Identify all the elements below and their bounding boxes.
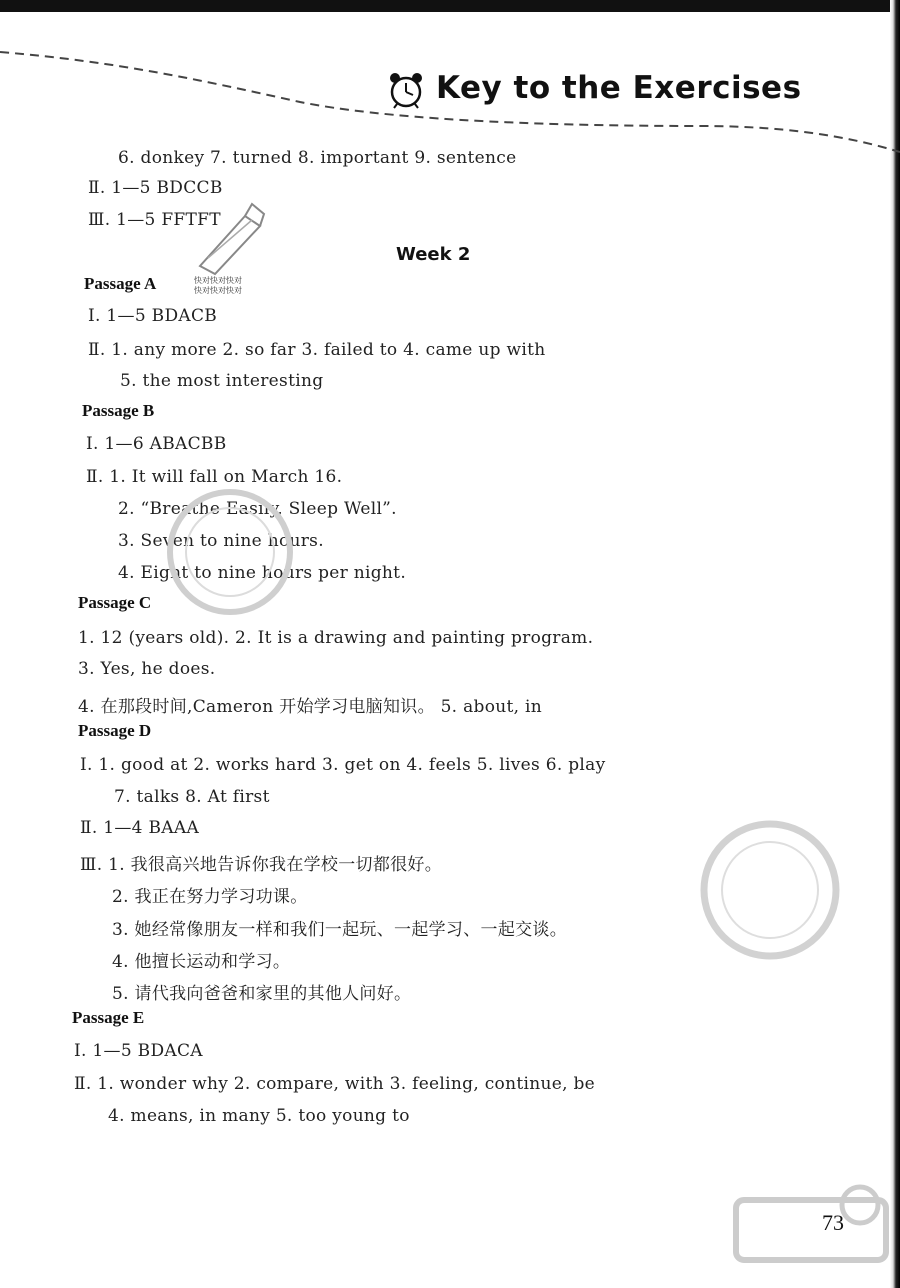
answer-line: 3. Yes, he does. — [78, 659, 216, 679]
week-heading: Week 2 — [396, 244, 471, 265]
answer-line: 4. Eight to nine hours per night. — [118, 563, 407, 583]
corner-watermark-icon — [730, 1180, 890, 1280]
answer-line: 2. 我正在努力学习功课。 — [112, 887, 308, 907]
passage-heading: Passage B — [82, 401, 155, 420]
watermark-stamp-icon — [690, 810, 850, 970]
pencil-stamp-icon — [190, 196, 270, 276]
answer-line: 5. the most interesting — [120, 371, 324, 391]
answer-line: Ⅲ. 1. 我很高兴地告诉你我在学校一切都很好。 — [80, 855, 443, 875]
page-header-title: Key to the Exercises — [436, 70, 802, 106]
page-number: 73 — [822, 1210, 844, 1235]
answer-line: Ⅱ. 1. It will fall on March 16. — [86, 467, 343, 487]
top-border — [0, 0, 900, 12]
answer-line: Ⅰ. 1—5 BDACA — [74, 1041, 203, 1061]
answer-line: Ⅱ. 1—4 BAAA — [80, 818, 200, 838]
passage-heading: Passage C — [78, 593, 152, 612]
answer-line: Ⅱ. 1. any more 2. so far 3. failed to 4. came up with — [88, 340, 546, 360]
answer-line: 1. 12 (years old). 2. It is a drawing and painting program. — [78, 628, 594, 648]
answer-line: 4. 在那段时间,Cameron 开始学习电脑知识。 5. about, in — [78, 697, 543, 717]
watermark-stamp-icon — [160, 482, 300, 622]
answer-line: 7. talks 8. At first — [114, 787, 270, 807]
small-stamp — [194, 276, 258, 296]
right-edge-shadow — [890, 0, 900, 1288]
stamp-text: 快对快对快对 — [194, 286, 242, 295]
answer-line: 3. 她经常像朋友一样和我们一起玩、一起学习、一起交谈。 — [112, 920, 568, 940]
answer-line: 3. Seven to nine hours. — [118, 531, 324, 551]
passage-heading: Passage A — [84, 274, 157, 293]
answer-line: 6. donkey 7. turned 8. important 9. sentence — [118, 148, 517, 168]
answer-line: Ⅱ. 1—5 BDCCB — [88, 178, 223, 198]
answer-line: 2. “Breathe Easily, Sleep Well”. — [118, 499, 397, 519]
alarm-clock-icon — [386, 70, 426, 110]
answer-line: 4. means, in many 5. too young to — [108, 1106, 410, 1126]
answer-line: Ⅰ. 1. good at 2. works hard 3. get on 4. feels 5. lives 6. play — [80, 755, 606, 775]
passage-heading: Passage E — [72, 1008, 145, 1027]
answer-line: Ⅲ. 1—5 FFTFT — [88, 210, 221, 230]
passage-heading: Passage D — [78, 721, 152, 740]
stamp-text: 快对快对快对 — [194, 276, 242, 285]
answer-line: 4. 他擅长运动和学习。 — [112, 952, 291, 972]
answer-line: Ⅱ. 1. wonder why 2. compare, with 3. feeling, continue, be — [74, 1074, 596, 1094]
answer-line: Ⅰ. 1—5 BDACB — [88, 306, 218, 326]
answer-line: 5. 请代我向爸爸和家里的其他人问好。 — [112, 984, 412, 1004]
answer-line: Ⅰ. 1—6 ABACBB — [86, 434, 227, 454]
